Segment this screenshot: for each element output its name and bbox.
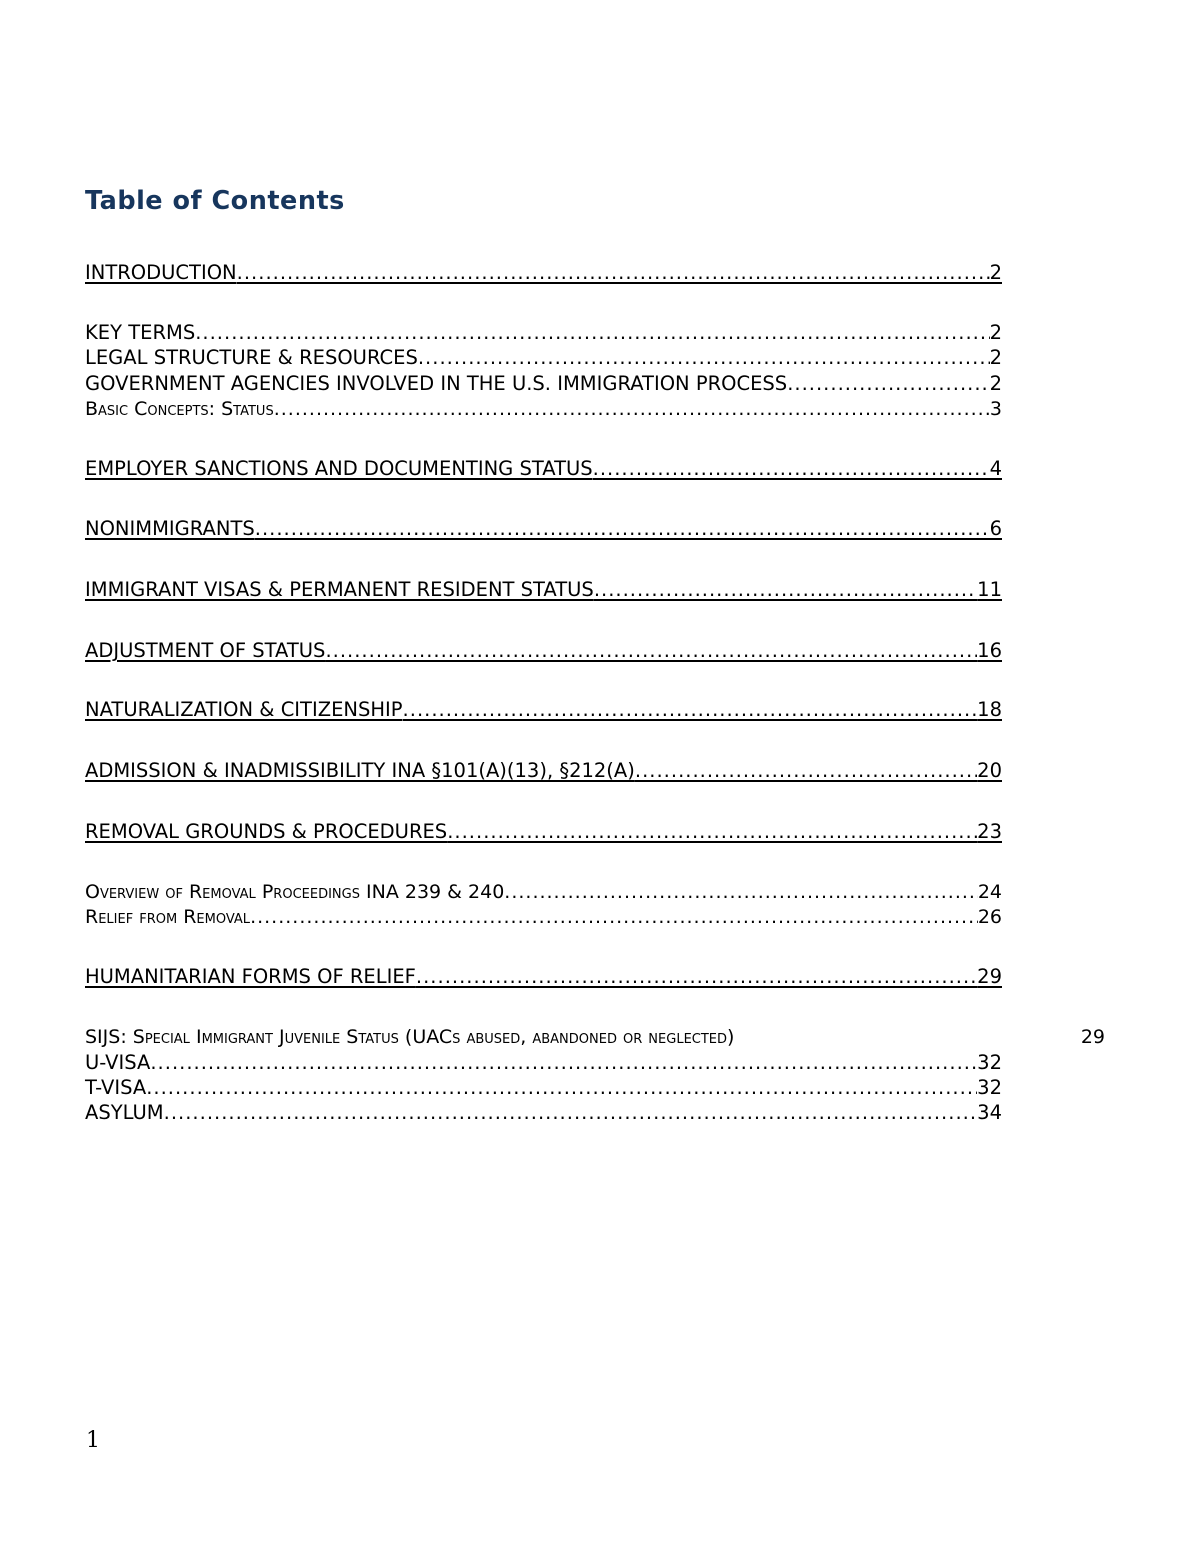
toc-entry-label: REMOVAL GROUNDS & PROCEDURES — [85, 820, 448, 843]
toc-entry-label: IMMIGRANT VISAS & PERMANENT RESIDENT STATUS — [85, 578, 594, 601]
toc-entry-page: 4 — [989, 457, 1002, 480]
toc-entry-label: SIJS: Special Immigrant Juvenile Status (UACs abused, abandoned or neglected) — [85, 1026, 735, 1048]
toc-entry-page: 32 — [977, 1051, 1002, 1074]
toc-entry-label: Relief from Removal — [85, 906, 251, 928]
toc-entry-government-agencies[interactable] — [85, 369, 1002, 395]
toc-entry-page: 29 — [977, 965, 1002, 988]
toc-entry-introduction[interactable] — [85, 258, 1002, 284]
toc-entry-label: NATURALIZATION & CITIZENSHIP — [85, 698, 403, 721]
toc-entry-label: HUMANITARIAN FORMS OF RELIEF — [85, 965, 416, 988]
toc-entry-page: 16 — [977, 639, 1002, 662]
toc-entry-asylum[interactable] — [85, 1098, 1002, 1124]
toc-entry-page: 3 — [989, 398, 1002, 420]
toc-entry-naturalization[interactable] — [85, 695, 1002, 721]
toc-entry-label: U-VISA — [85, 1051, 151, 1074]
toc-entry-adjustment-of-status[interactable] — [85, 636, 1002, 662]
toc-entry-key-terms[interactable] — [85, 318, 1002, 344]
toc-entry-removal-grounds[interactable] — [85, 817, 1002, 843]
toc-entry-page: 11 — [977, 578, 1002, 601]
toc-entry-page: 20 — [977, 759, 1002, 782]
toc-entry-employer-sanctions[interactable] — [85, 454, 1002, 480]
toc-entry-page: 34 — [977, 1101, 1002, 1124]
toc-entry-label: KEY TERMS — [85, 321, 196, 344]
toc-entry-label: NONIMMIGRANTS — [85, 517, 255, 540]
toc-entry-basic-concepts[interactable] — [85, 394, 1002, 420]
toc-entry-u-visa[interactable] — [85, 1048, 1002, 1074]
toc-entry-humanitarian[interactable] — [85, 962, 1002, 988]
toc-entry-page: 23 — [977, 820, 1002, 843]
page-number: 1 — [86, 1428, 100, 1453]
toc-entry-label: Overview of Removal Proceedings INA 239 & 240 — [85, 881, 505, 903]
toc-entry-relief-from-removal[interactable] — [85, 902, 1002, 928]
toc-entry-page: 2 — [989, 261, 1002, 284]
toc-entry-label: GOVERNMENT AGENCIES INVOLVED IN THE U.S. IMMIGRATION PROCESS — [85, 372, 788, 395]
toc-entry-page: 32 — [977, 1076, 1002, 1099]
toc-entry-page: 24 — [977, 881, 1002, 903]
toc-entry-page: 2 — [989, 372, 1002, 395]
toc-entry-label: ADMISSION & INADMISSIBILITY INA §101(A)(13), §212(A) — [85, 759, 635, 782]
toc-entry-label: ADJUSTMENT OF STATUS — [85, 639, 326, 662]
toc-entry-overview-removal[interactable] — [85, 877, 1002, 903]
toc-entry-page: 6 — [989, 517, 1002, 540]
toc-entry-t-visa[interactable] — [85, 1073, 1002, 1099]
toc-entry-admission[interactable] — [85, 756, 1002, 782]
page-title: Table of Contents — [85, 186, 345, 216]
toc-entry-page: 26 — [977, 906, 1002, 928]
toc-entry-page: 2 — [989, 321, 1002, 344]
toc-entry-immigrant-visas[interactable] — [85, 575, 1002, 601]
toc-entry-sijs[interactable] — [85, 1022, 1105, 1048]
toc-entry-nonimmigrants[interactable] — [85, 514, 1002, 540]
toc-entry-label: T-VISA — [85, 1076, 147, 1099]
toc-entry-label: EMPLOYER SANCTIONS AND DOCUMENTING STATUS — [85, 457, 593, 480]
toc-entry-label: INTRODUCTION — [85, 261, 237, 284]
toc-entry-label: LEGAL STRUCTURE & RESOURCES — [85, 346, 418, 369]
toc-entry-legal-structure[interactable] — [85, 343, 1002, 369]
toc-entry-page: 18 — [977, 698, 1002, 721]
toc-entry-label: Basic Concepts: Status — [85, 398, 274, 420]
toc-entry-page: 2 — [989, 346, 1002, 369]
toc-entry-label: ASYLUM — [85, 1101, 164, 1124]
toc-entry-page: 29 — [1080, 1026, 1105, 1048]
